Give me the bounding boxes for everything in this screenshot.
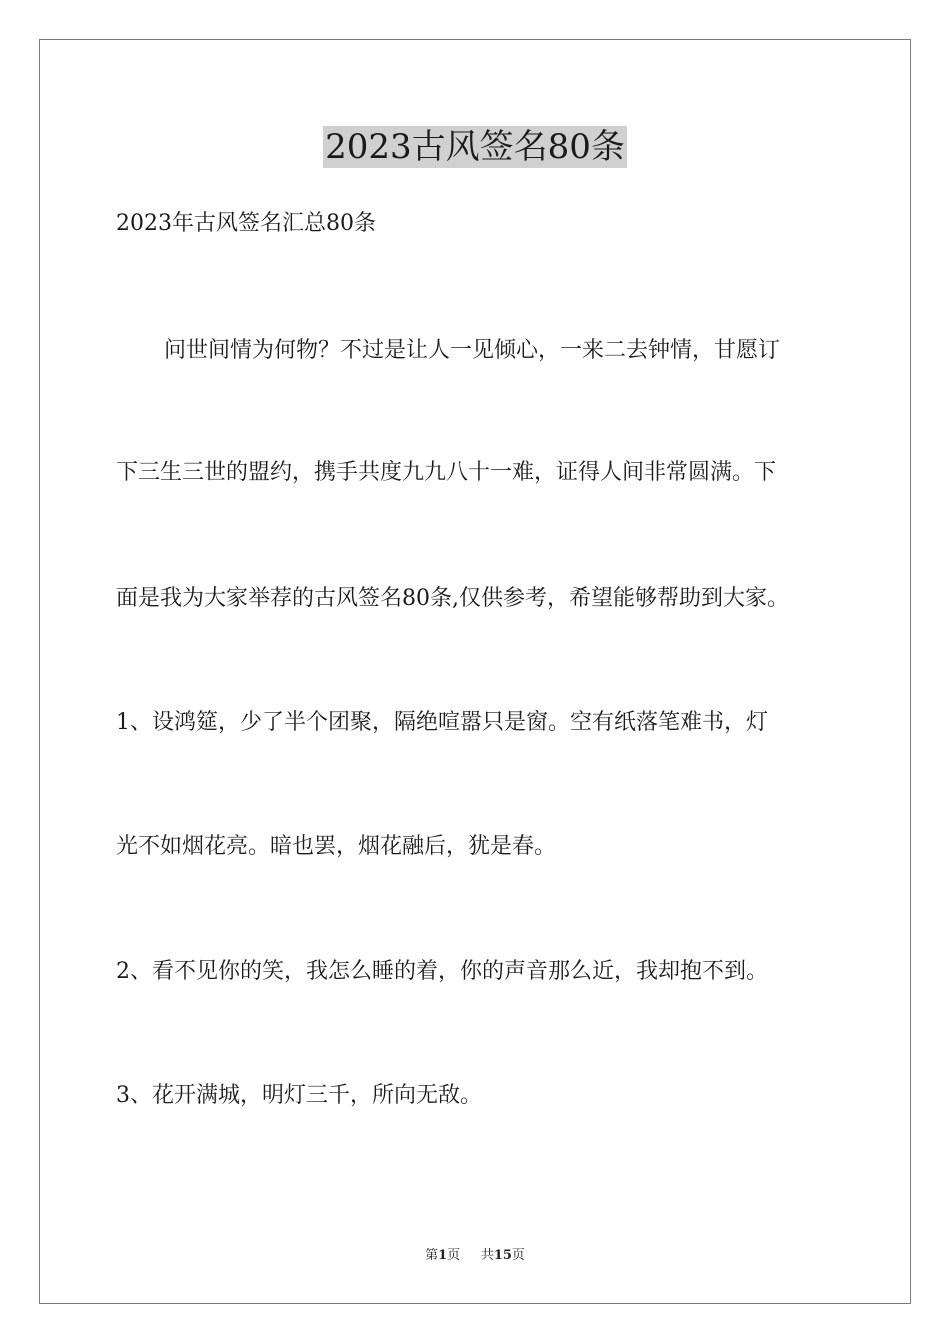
footer-page-prefix: 第	[425, 1248, 439, 1263]
footer-total-pages: 15	[493, 1248, 512, 1263]
title-container	[0, 126, 950, 168]
document-subtitle: 2023年古风签名汇总80条	[116, 211, 376, 236]
document-title: 2023古风签名80条	[325, 127, 625, 167]
footer-total-prefix: 共	[480, 1248, 494, 1263]
paragraph-line-5: 光不如烟花亮。暗也罢，烟花融后，犹是春。	[116, 834, 557, 859]
paragraph-line-4: 1、设鸿筵，少了半个团聚，隔绝喧嚣只是窗。空有纸落笔难书，灯	[116, 710, 768, 735]
footer-total-suffix: 页	[511, 1248, 525, 1263]
paragraph-line-1: 问世间情为何物？不过是让人一见倾心，一来二去钟情，甘愿订	[164, 338, 781, 363]
footer-page-number: 1	[438, 1248, 448, 1263]
paragraph-line-2: 下三生三世的盟约，携手共度九九八十一难，证得人间非常圆满。下	[116, 460, 777, 485]
paragraph-line-3: 面是我为大家举荐的古风签名80条,仅供参考，希望能够帮助到大家。	[116, 586, 789, 611]
footer-page-suffix: 页	[447, 1248, 461, 1263]
paragraph-line-6: 2、看不见你的笑，我怎么睡的着，你的声音那么近，我却抱不到。	[116, 959, 768, 984]
page-footer	[0, 1247, 950, 1265]
paragraph-line-7: 3、花开满城，明灯三千，所向无敌。	[116, 1083, 482, 1108]
